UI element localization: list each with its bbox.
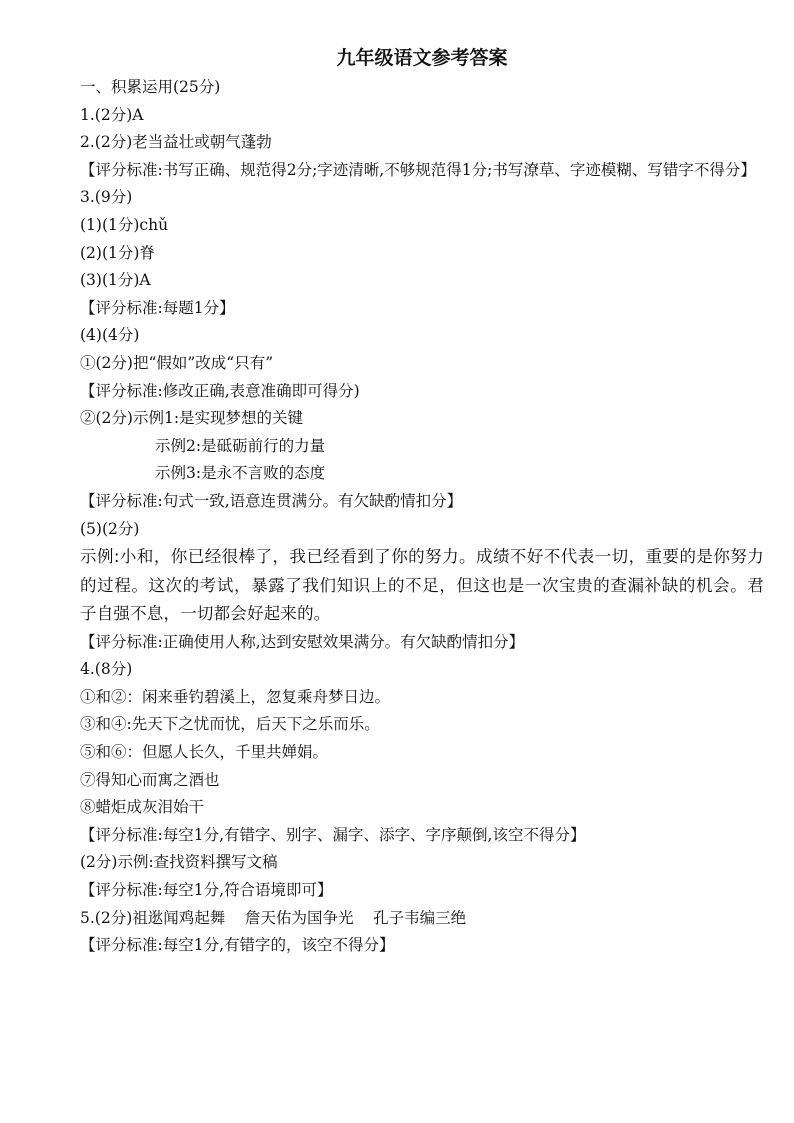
answer-content xyxy=(80,74,764,960)
text-line: 5.(2分)祖逖闻鸡起舞 詹天佑为国争光 孔子韦编三绝 xyxy=(80,908,467,927)
text-line: 1.(2分)A xyxy=(80,105,144,124)
text-line: ①(2分)把“假如”改成“只有” xyxy=(80,353,274,372)
text-line: (2分)示例:查找资料撰写文稿 xyxy=(80,853,278,872)
text-line: ①和②：闲来垂钓碧溪上，忽复乘舟梦日边。 xyxy=(80,687,391,706)
text-line: ②(2分)示例1:是实现梦想的关键 xyxy=(80,409,304,428)
text-line: 示例:小和，你已经很棒了，我已经看到了你的努力。成绩不好不代表一切，重要的是你努力的过程。这次的考试，暴露了我们知识上的不足，但这也是一次宝贵的查漏补缺的机会。君子自强不息，一切都会好起来的。 xyxy=(80,547,764,624)
text-line: 4.(8分) xyxy=(80,660,133,679)
text-line: 【评分标准:正确使用人称,达到安慰效果满分。有欠缺酌情扣分】 xyxy=(80,632,525,651)
text-line: 【评分标准:每题1分】 xyxy=(80,298,235,317)
text-line: ⑦得知心而寓之酒也 xyxy=(80,770,220,789)
text-line: ③和④:先天下之忧而忧，后天下之乐而乐。 xyxy=(80,715,380,734)
text-line: 【评分标准:句式一致,语意连贯满分。有欠缺酌情扣分】 xyxy=(80,491,463,510)
text-line: 示例3:是永不言败的态度 xyxy=(155,464,326,483)
text-line: (5)(2分) xyxy=(80,519,140,538)
text-line: (3)(1分)A xyxy=(80,271,151,290)
text-line: (2)(1分)脊 xyxy=(80,243,155,262)
text-line: 【评分标准:修改正确,表意准确即可得分) xyxy=(80,381,360,400)
text-line: (4)(4分) xyxy=(80,326,140,345)
text-line: (1)(1分)chǔ xyxy=(80,215,169,234)
text-line: 一、积累运用(25分) xyxy=(80,78,221,96)
text-line: 【评分标准:每空1分,有错字、别字、漏字、添字、字序颠倒,该空不得分】 xyxy=(80,825,586,844)
text-line: 2.(2分)老当益壮或朝气蓬勃 xyxy=(80,133,272,152)
text-line: ⑧蜡炬成灰泪始干 xyxy=(80,798,205,817)
text-line: 3.(9分) xyxy=(80,188,133,207)
text-line: ⑤和⑥：但愿人长久，千里共婵娟。 xyxy=(80,742,329,761)
text-line: 【评分标准:书写正确、规范得2分;字迹清晰,不够规范得1分;书写潦草、字迹模糊、写错字不得分】 xyxy=(80,160,756,179)
text-line: 【评分标准:每空1分,符合语境即可】 xyxy=(80,880,333,899)
text-line: 示例2:是砥砺前行的力量 xyxy=(155,436,326,455)
text-line: 【评分标准:每空1分,有错字的，该空不得分】 xyxy=(80,936,395,955)
page-title: 九年级语文参考答案 xyxy=(336,47,508,69)
